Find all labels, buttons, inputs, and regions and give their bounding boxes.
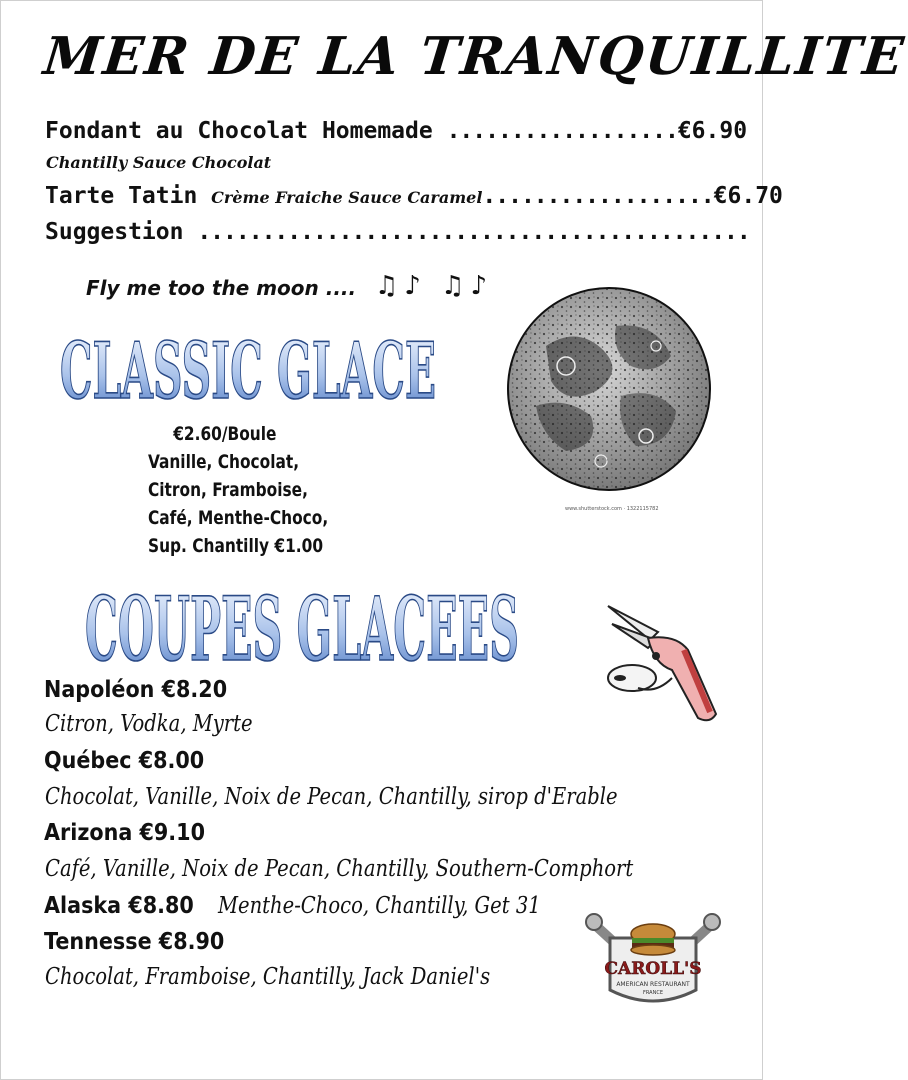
classic-line: Sup. Chantilly €1.00 <box>148 535 324 557</box>
coupe-name: Alaska €8.80 <box>44 893 194 919</box>
dessert-dots: .................. <box>482 183 714 209</box>
dessert-price: €6.90 <box>677 118 748 144</box>
coupe-name: Tennesse €8.90 <box>44 929 225 955</box>
music-notes-icon: ♫♪ ♫♪ <box>375 271 494 301</box>
classic-price: €2.60/Boule <box>173 423 277 445</box>
dessert-price: €6.70 <box>713 183 783 209</box>
classic-line: Vanille, Chocolat, <box>148 451 300 473</box>
dessert-name: Suggestion <box>45 219 198 245</box>
dessert-name: Fondant au Chocolat Homemade <box>45 118 447 144</box>
coupe-name: Arizona €9.10 <box>44 820 205 846</box>
svg-text:FRANCE: FRANCE <box>643 990 663 996</box>
moon-credit: www.shutterstock.com · 1322115782 <box>565 506 659 512</box>
dessert-row-tarte <box>45 183 783 209</box>
dessert-subtitle: Chantilly Sauce Chocolat <box>46 153 272 172</box>
dessert-row-fondant <box>45 118 747 144</box>
classic-glace-heading <box>56 326 440 417</box>
coupe-item-tennesse <box>44 929 244 955</box>
svg-text:CLASSIC GLACE: CLASSIC GLACE <box>60 326 436 417</box>
classic-glace-list <box>148 420 328 560</box>
coupe-name: Napoléon €8.20 <box>44 677 228 703</box>
dessert-dots: .................. <box>446 118 678 144</box>
coupe-ingredients: Chocolat, Vanille, Noix de Pecan, Chantilly, sirop d'Erable <box>45 784 618 810</box>
svg-text:COUPES GLACEES: COUPES GLACEES <box>85 577 519 681</box>
page-title: MER DE LA TRANQUILLITE <box>40 26 908 87</box>
coupe-item-arizona <box>44 820 223 846</box>
coupes-glacees-heading <box>82 577 522 681</box>
coupe-ingredients: Café, Vanille, Noix de Pecan, Chantilly, Southern-Comphort <box>45 856 634 882</box>
dessert-subtitle: Crème Fraiche Sauce Caramel <box>211 188 483 207</box>
dessert-name: Tarte Tatin <box>45 183 212 209</box>
cartoon-donkey-image <box>598 598 724 730</box>
coupe-ingredients: Chocolat, Framboise, Chantilly, Jack Daniel's <box>45 964 491 990</box>
coupe-ingredients: Menthe-Choco, Chantilly, Get 31 <box>218 893 542 919</box>
svg-text:CAROLL'S: CAROLL'S <box>604 959 702 979</box>
coupe-item-quebec <box>44 748 222 774</box>
coupe-ingredients: Citron, Vodka, Myrte <box>45 711 253 737</box>
classic-line: Café, Menthe-Choco, <box>148 507 329 529</box>
carolls-logo <box>588 904 718 1010</box>
dessert-row-suggestion <box>45 219 750 245</box>
coupe-item-napoleon <box>44 677 247 703</box>
dessert-dots: ........................................... <box>197 219 750 245</box>
svg-text:AMERICAN RESTAURANT: AMERICAN RESTAURANT <box>616 981 690 988</box>
classic-line: Citron, Framboise, <box>148 479 308 501</box>
moon-image <box>506 286 712 492</box>
tagline: Fly me too the moon .... <box>86 276 357 300</box>
coupe-name: Québec €8.00 <box>44 748 205 774</box>
coupe-item-alaska <box>44 893 598 919</box>
